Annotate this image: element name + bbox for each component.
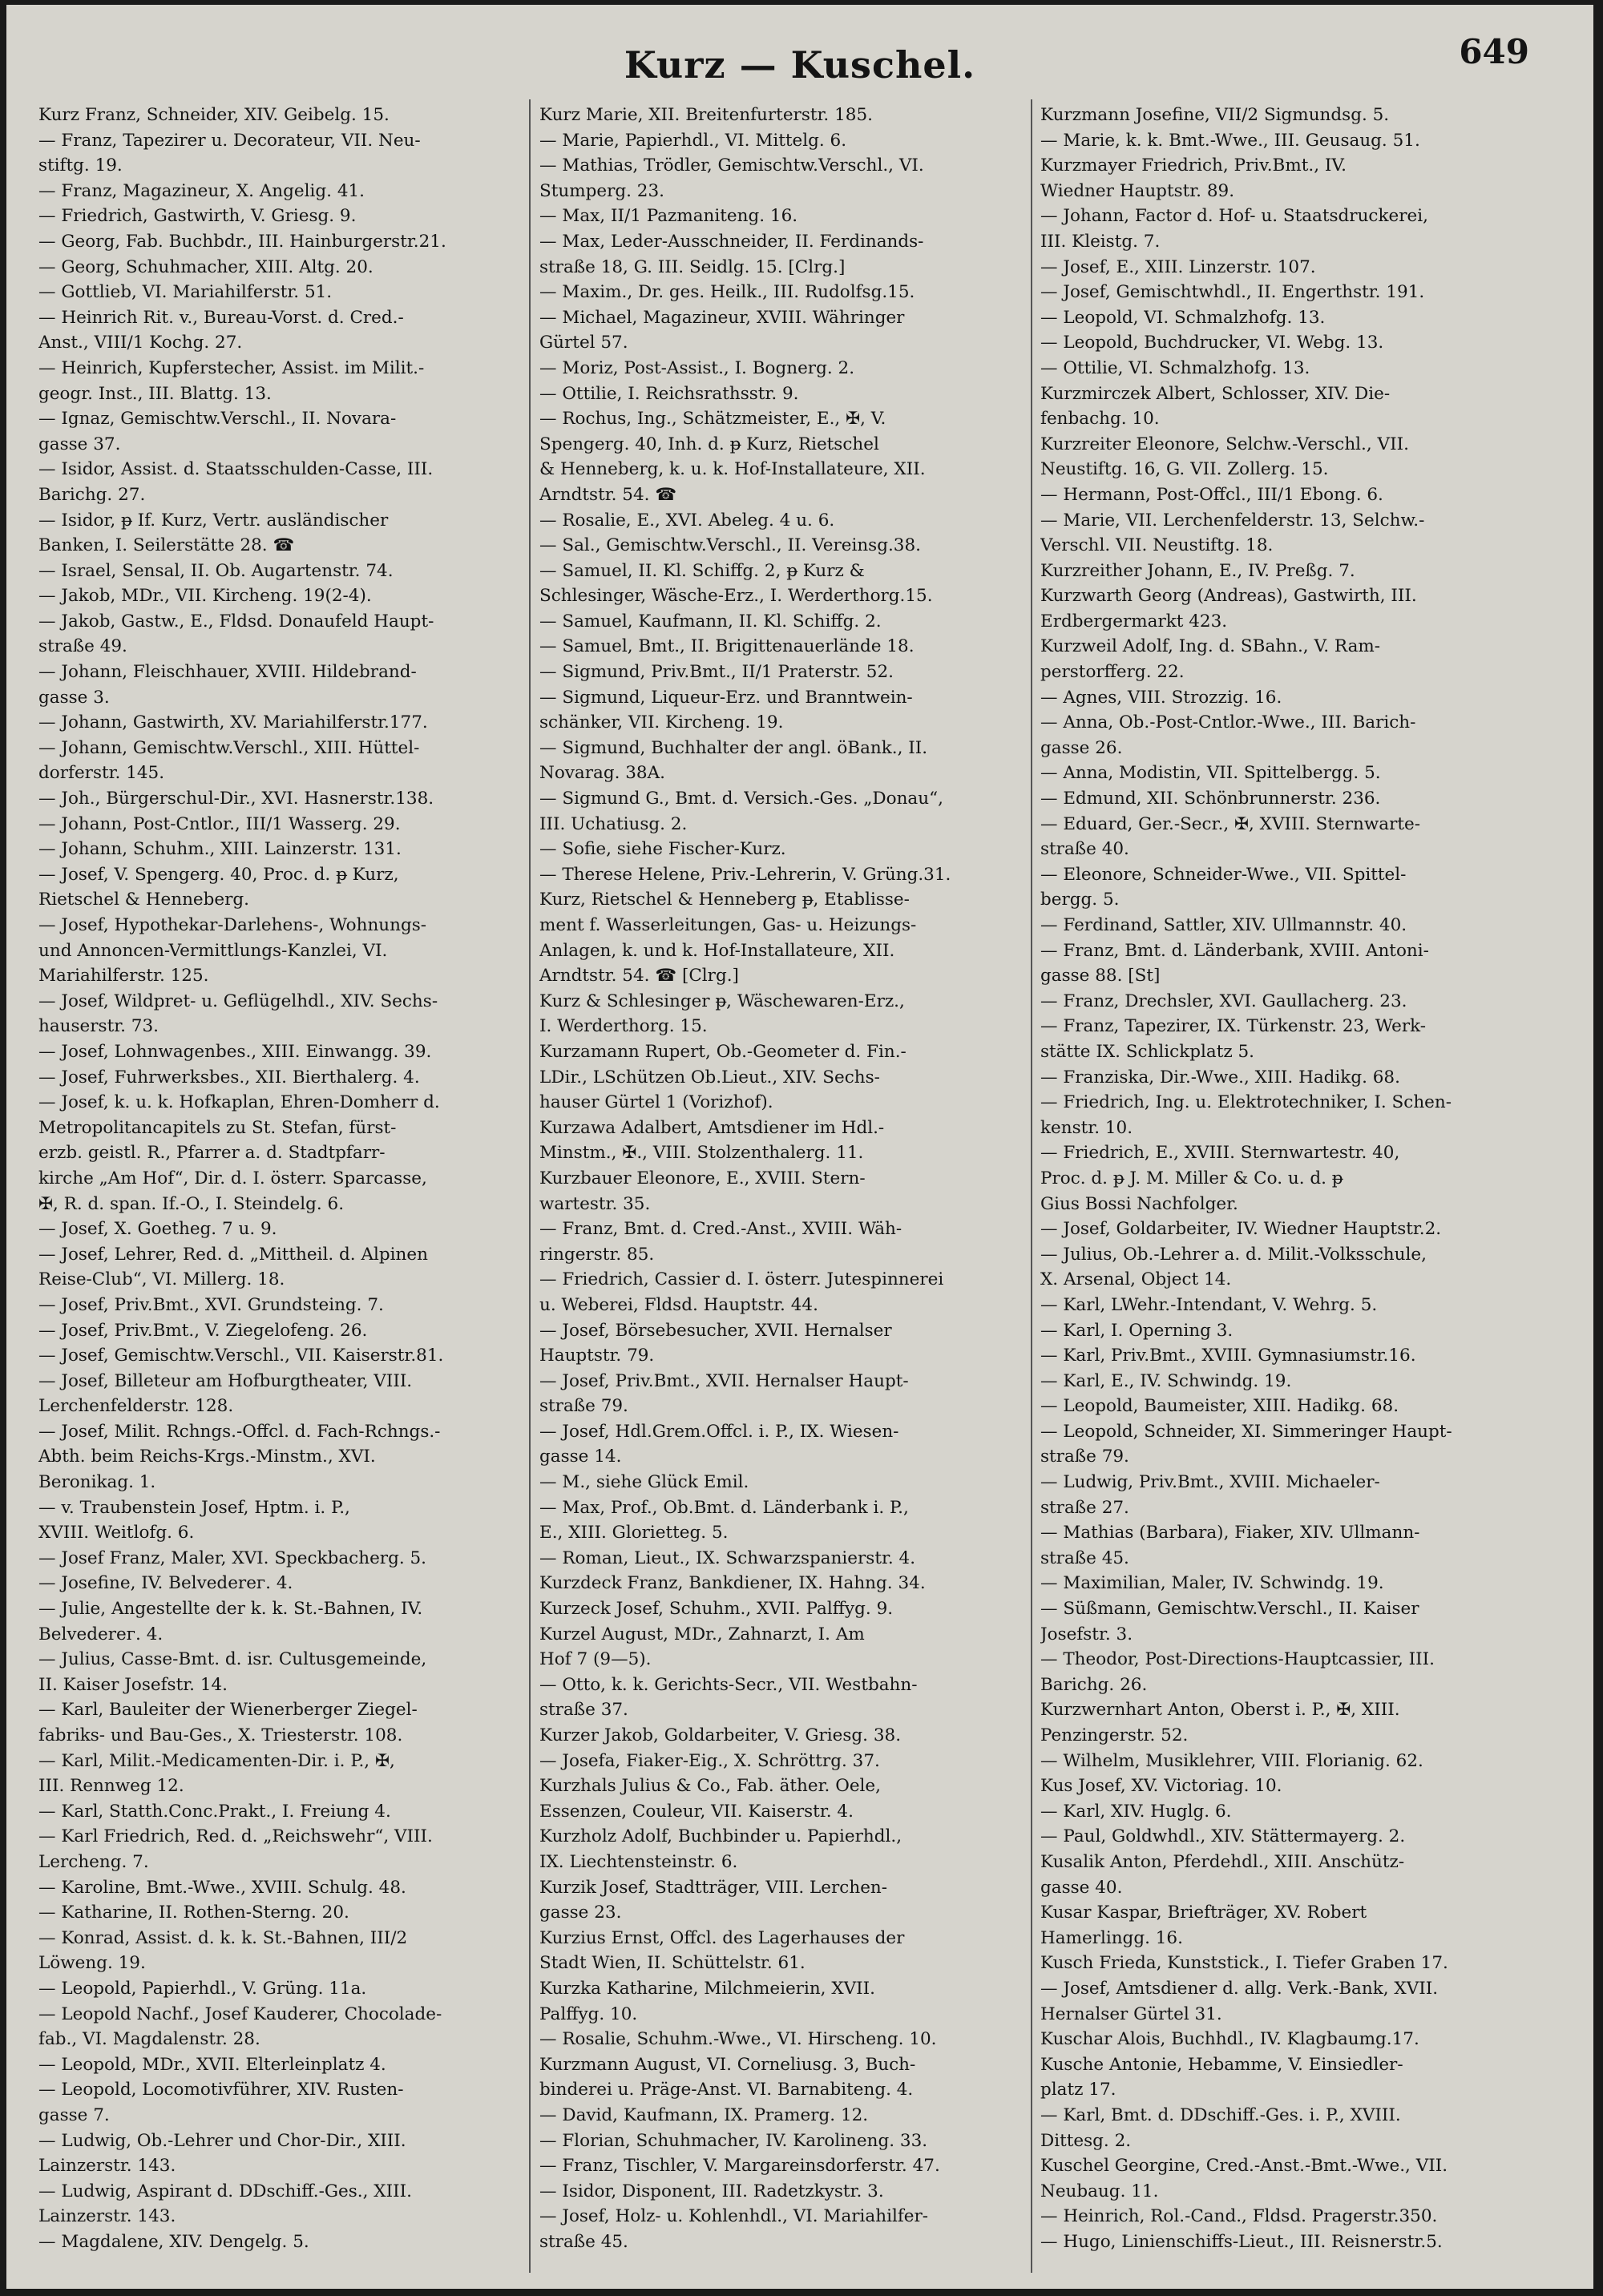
directory-entry-line: Hof 7 (9—5). [539,1649,652,1670]
directory-entry-line: Rietschel & Henneberg. [38,890,250,910]
directory-entry-line: — Josef, Börsebesucher, XVII. Hernalser [539,1320,892,1341]
directory-entry-line: Lainzerstr. 143. [38,2156,176,2177]
directory-entry-line: — Sigmund, Buchhalter der angl. öBank., II. [539,737,928,758]
directory-entry-line: — Samuel, Kaufmann, II. Kl. Schiffg. 2. [539,611,882,632]
directory-entry-line: — Friedrich, E., XVIII. Sternwartestr. 40, [1040,1143,1400,1164]
directory-entry-line: — Josef, k. u. k. Hofkaplan, Ehren-Domherr d. [38,1092,440,1113]
directory-entry-line: — Karl, LWehr.-Intendant, V. Wehrg. 5. [1040,1294,1378,1315]
directory-entry-line: Kuschar Alois, Buchhdl., IV. Klagbaumg.17. [1040,2029,1419,2050]
directory-entry-line: — Leopold, VI. Schmalzhofg. 13. [1040,307,1326,328]
directory-entry-line: & Henneberg, k. u. k. Hof-Installateure, XII. [539,459,926,480]
column-divider [1031,99,1032,2273]
directory-entry-line: Hernalser Gürtel 31. [1040,2003,1222,2024]
directory-entry-line: — Johann, Gemischtw.Verschl., XIII. Hüttel- [38,737,420,758]
directory-entry-line: perstorfferg. 22. [1040,662,1185,683]
directory-entry-line: Stumperg. 23. [539,180,664,201]
directory-entry-line: — Anna, Modistin, VII. Spittelbergg. 5. [1040,763,1381,784]
directory-entry-line: — Süßmann, Gemischtw.Verschl., II. Kaiser [1040,1599,1419,1620]
directory-entry-line: stiftg. 19. [38,155,123,176]
page-title: Kurz — Kuschel. [624,43,976,87]
directory-entry-line: Kurzel August, MDr., Zahnarzt, I. Am [539,1624,865,1644]
directory-entry-line: — Karl, Bmt. d. DDschiff.-Ges. i. P., XVIII. [1040,2104,1401,2125]
directory-entry-line: — Leopold, Papierhdl., V. Grüng. 11a. [38,1978,367,1999]
directory-entry-line: — Karl, Statth.Conc.Prakt., I. Freiung 4. [38,1801,391,1822]
directory-entry-line: — Julius, Casse-Bmt. d. isr. Cultusgemeinde, [38,1649,427,1670]
directory-entry-line: III. Kleistg. 7. [1040,231,1161,252]
directory-entry-line: Essenzen, Couleur, VII. Kaiserstr. 4. [539,1801,854,1822]
directory-entry-line: — Franz, Bmt. d. Länderbank, XVIII. Antoni- [1040,940,1429,961]
directory-entry-line: — Florian, Schuhmacher, IV. Karolineng. 33. [539,2130,928,2151]
directory-entry-line: Arndtstr. 54. ☎ [Clrg.] [539,966,739,987]
directory-entry-line: Neubaug. 11. [1040,2181,1159,2201]
directory-entry-line: X. Arsenal, Object 14. [1040,1269,1232,1290]
directory-entry-line: Hauptstr. 79. [539,1346,655,1366]
directory-entry-line: stätte IX. Schlickplatz 5. [1040,1041,1255,1062]
directory-entry-line: Banken, I. Seilerstätte 28. ☎ [38,535,295,556]
directory-entry-line: bergg. 5. [1040,890,1120,910]
directory-entry-line: Dittesg. 2. [1040,2130,1132,2151]
directory-entry-line: Gürtel 57. [539,333,628,353]
directory-entry-line: — Heinrich, Rol.-Cand., Fldsd. Pragerstr.350. [1040,2206,1438,2227]
directory-entry-line: gasse 23. [539,1903,622,1923]
directory-entry-line: — Maximilian, Maler, IV. Schwindg. 19. [1040,1573,1384,1594]
directory-entry-line: — Mathias (Barbara), Fiaker, XIV. Ullmann- [1040,1523,1420,1543]
directory-entry-line: — Isidor, ᵽ If. Kurz, Vertr. ausländischer [38,510,389,531]
directory-entry-line: III. Rennweg 12. [38,1776,184,1797]
directory-entry-line: Palffyg. 10. [539,2003,638,2024]
directory-entry-line: — Georg, Schuhmacher, XIII. Altg. 20. [38,256,373,277]
directory-entry-line: — Anna, Ob.-Post-Cntlor.-Wwe., III. Barich- [1040,712,1416,733]
directory-entry-line: — Josef, Milit. Rchngs.-Offcl. d. Fach-Rchngs.- [38,1421,441,1442]
directory-entry-line: Hamerlingg. 16. [1040,1927,1183,1948]
directory-entry-line: Kusar Kaspar, Briefträger, XV. Robert [1040,1903,1367,1923]
directory-entry-line: Mariahilferstr. 125. [38,966,209,987]
directory-entry-line: — Jakob, MDr., VII. Kircheng. 19(2-4). [38,586,372,607]
directory-entry-line: und Annoncen-Vermittlungs-Kanzlei, VI. [38,940,388,961]
directory-entry-line: straße 49. [38,636,127,657]
directory-entry-line: Lerchenfelderstr. 128. [38,1396,234,1417]
directory-entry-line: Kurzdeck Franz, Bankdiener, IX. Hahng. 34. [539,1573,926,1594]
directory-entry-line: — Wilhelm, Musiklehrer, VIII. Florianig. 62. [1040,1750,1423,1771]
directory-entry-line: Kurzreiter Eleonore, Selchw.-Verschl., VII. [1040,434,1409,454]
directory-entry-line: Kurzwarth Georg (Andreas), Gastwirth, III. [1040,586,1417,607]
directory-entry-line: — Franz, Tapezirer, IX. Türkenstr. 23, Werk- [1040,1016,1427,1037]
directory-entry-line: — Josef, Gemischtw.Verschl., VII. Kaiserstr.81. [38,1346,444,1366]
directory-entry-line: — Marie, VII. Lerchenfelderstr. 13, Selchw.- [1040,510,1425,531]
directory-entry-line: — Rosalie, Schuhm.-Wwe., VI. Hirscheng. 10. [539,2029,937,2050]
directory-entry-line: wartestr. 35. [539,1193,651,1214]
directory-entry-line: Kurzius Ernst, Offcl. des Lagerhauses der [539,1927,905,1948]
directory-entry-line: — Roman, Lieut., IX. Schwarzspanierstr. 4. [539,1547,916,1568]
directory-entry-line: — Ottilie, VI. Schmalzhofg. 13. [1040,357,1310,378]
directory-entry-line: — Samuel, II. Kl. Schiffg. 2, ᵽ Kurz & [539,560,865,581]
directory-entry-line: — Eleonore, Schneider-Wwe., VII. Spittel- [1040,864,1407,885]
directory-entry-line: — Leopold, Locomotivführer, XIV. Rusten- [38,2080,404,2100]
directory-entry-line: — Sofie, siehe Fischer-Kurz. [539,839,786,860]
directory-entry-line: gasse 7. [38,2104,110,2125]
directory-entry-line: — Josef, V. Spengerg. 40, Proc. d. ᵽ Kurz, [38,864,399,885]
directory-entry-line: fabriks- und Bau-Ges., X. Triesterstr. 108. [38,1725,403,1745]
directory-entry-line: gasse 37. [38,434,121,454]
directory-entry-line: straße 79. [1040,1447,1129,1467]
directory-entry-line: — M., siehe Glück Emil. [539,1472,749,1493]
directory-entry-line: III. Uchatiusg. 2. [539,813,688,834]
directory-entry-line: Josefstr. 3. [1040,1624,1133,1644]
directory-entry-line: schänker, VII. Kircheng. 19. [539,712,784,733]
directory-entry-line: Kusalik Anton, Pferdehdl., XIII. Anschütz- [1040,1851,1405,1872]
directory-entry-line: Belvederег. 4. [38,1624,164,1644]
directory-entry-line: — Gottlieb, VI. Mariahilferstr. 51. [38,282,333,303]
directory-entry-line: Kurzeck Josef, Schuhm., XVII. Palffyg. 9. [539,1599,894,1620]
directory-entry-line: gasse 3. [38,687,110,708]
directory-entry-line: — Karl, Milit.-Medicamenten-Dir. i. P., ✠, [38,1750,395,1771]
directory-entry-line: Spengerg. 40, Inh. d. ᵽ Kurz, Rietschel [539,434,879,454]
directory-entry-line: Reise-Club“, VI. Millerg. 18. [38,1269,285,1290]
directory-entry-line: ment f. Wasserleitungen, Gas- u. Heizungs- [539,915,917,935]
directory-entry-line: — Franz, Tischler, V. Margareinsdorferstr. 47. [539,2156,940,2177]
directory-entry-line: — v. Traubenstein Josef, Hptm. i. P., [38,1497,350,1518]
directory-entry-line: II. Kaiser Josefstr. 14. [38,1674,228,1695]
directory-entry-line: — Paul, Goldwhdl., XIV. Stättermayerg. 2. [1040,1826,1406,1847]
directory-entry-line: — Mathias, Trödler, Gemischtw.Verschl., VI. [539,155,924,176]
directory-entry-line: Beronikag. 1. [38,1472,156,1493]
directory-entry-line: — Konrad, Assist. d. k. k. St.-Bahnen, III/2 [38,1927,408,1948]
directory-entry-line: — Isidor, Assist. d. Staatsschulden-Casse, III. [38,459,434,480]
directory-entry-line: Kurzhals Julius & Co., Fab. äther. Oele, [539,1776,881,1797]
directory-entry-line: ringerstr. 85. [539,1244,655,1265]
page-number: 649 [1459,32,1529,71]
directory-entry-line: — Jakob, Gastw., E., Fldsd. Donaufeld Haupt- [38,611,434,632]
directory-entry-line: — Theodor, Post-Directions-Hauptcassier, III. [1040,1649,1435,1670]
directory-entry-line: u. Weberei, Fldsd. Hauptstr. 44. [539,1294,818,1315]
directory-entry-line: — Josef, Wildpret- u. Geflügelhdl., XIV. Sechs- [38,991,438,1011]
directory-entry-line: — Max, II/1 Pazmaniteng. 16. [539,206,798,227]
directory-entry-line: Wiedner Hauptstr. 89. [1040,180,1235,201]
directory-entry-line: Kurzawa Adalbert, Amtsdiener im Hdl.- [539,1117,885,1138]
directory-entry-line: Kurzmann Josefine, VII/2 Sigmundsg. 5. [1040,105,1390,125]
directory-entry-line: Verschl. VII. Neustiftg. 18. [1040,535,1274,556]
directory-entry-line: gasse 40. [1040,1877,1123,1898]
directory-entry-line: — Leopold, Buchdrucker, VI. Webg. 13. [1040,333,1384,353]
directory-entry-line: — Josef, Hypothekar-Darlehens-, Wohnungs- [38,915,427,935]
directory-entry-line: — Ottilie, I. Reichsrathsstr. 9. [539,383,799,404]
directory-entry-line: — Josef, Hdl.Grem.Offcl. i. P., IX. Wiesen- [539,1421,899,1442]
directory-entry-line: dorferstr. 145. [38,763,165,784]
directory-entry-line: Kurzer Jakob, Goldarbeiter, V. Griesg. 38. [539,1725,902,1745]
directory-column-2 [539,103,1028,2254]
directory-entry-line: — Julius, Ob.-Lehrer a. d. Milit.-Volksschule, [1040,1244,1427,1265]
directory-entry-line: — Eduard, Ger.-Secr., ✠, XVIII. Sternwarte- [1040,813,1420,834]
directory-entry-line: geogr. Inst., III. Blattg. 13. [38,383,272,404]
directory-entry-line: — Josef, Lohnwagenbes., XIII. Einwangg. 39. [38,1041,432,1062]
directory-entry-line: fab., VI. Magdalenstr. 28. [38,2029,260,2050]
directory-entry-line: — Sigmund G., Bmt. d. Versich.-Ges. „Donau“, [539,789,943,809]
directory-entry-line: Barichg. 27. [38,484,146,505]
directory-entry-line: — Karl, XIV. Huglg. 6. [1040,1801,1232,1822]
directory-entry-line: — David, Kaufmann, IX. Pramerg. 12. [539,2104,869,2125]
directory-entry-line: Kurz Franz, Schneider, XIV. Geibelg. 15. [38,105,390,125]
directory-entry-line: — Franz, Magazineur, X. Angelig. 41. [38,180,365,201]
directory-entry-line: — Rosalie, E., XVI. Abeleg. 4 u. 6. [539,510,835,531]
directory-column-3 [1040,103,1553,2254]
directory-entry-line: — Josef, Fuhrwerksbes., XII. Bierthalerg. 4. [38,1067,420,1087]
directory-entry-line: — Josef, Billeteur am Hofburgtheater, VIII. [38,1370,413,1391]
directory-entry-line: — Friedrich, Gastwirth, V. Griesg. 9. [38,206,357,227]
directory-entry-line: Kurzweil Adolf, Ing. d. SBahn., V. Ram- [1040,636,1381,657]
directory-entry-line: — Otto, k. k. Gerichts-Secr., VII. Westbahn- [539,1674,918,1695]
directory-entry-line: — Karl, Priv.Bmt., XVIII. Gymnasiumstr.16. [1040,1346,1416,1366]
directory-entry-line: Anlagen, k. und k. Hof-Installateure, XII. [539,940,895,961]
directory-entry-line: — Leopold, MDr., XVII. Elterleinplatz 4. [38,2054,386,2075]
directory-entry-line: Lercheng. 7. [38,1851,149,1872]
directory-entry-line: — Rochus, Ing., Schätzmeister, E., ✠, V. [539,409,886,430]
directory-entry-line: erzb. geistl. R., Pfarrer a. d. Stadtpfarr- [38,1143,386,1164]
directory-entry-line: — Max, Leder-Ausschneider, II. Ferdinands- [539,231,924,252]
directory-entry-line: — Josef, Lehrer, Red. d. „Mittheil. d. Alpinen [38,1244,428,1265]
directory-entry-line: Kurzamann Rupert, Ob.-Geometer d. Fin.- [539,1041,906,1062]
directory-entry-line: Kurz Marie, XII. Breitenfurterstr. 185. [539,105,873,125]
directory-entry-line: XVIII. Weitlofg. 6. [38,1523,195,1543]
directory-entry-line: Gius Bossi Nachfolger. [1040,1193,1238,1214]
directory-entry-line: Proc. d. ᵽ J. M. Miller & Co. u. d. ᵽ [1040,1168,1343,1188]
directory-entry-line: — Hugo, Linienschiffs-Lieut., III. Reisnerstr.5. [1040,2231,1443,2252]
directory-entry-line: — Katharine, II. Rothen-Sterng. 20. [38,1903,349,1923]
directory-entry-line: Metropolitancapitels zu St. Stefan, fürst- [38,1117,397,1138]
directory-entry-line: — Ferdinand, Sattler, XIV. Ullmannstr. 40. [1040,915,1407,935]
directory-entry-line: kenstr. 10. [1040,1117,1133,1138]
directory-entry-line: hauser Gürtel 1 (Vorizhof). [539,1092,773,1113]
directory-entry-line: gasse 88. [St] [1040,966,1161,987]
directory-entry-line: straße 27. [1040,1497,1129,1518]
directory-entry-line: Stadt Wien, II. Schüttelstr. 61. [539,1953,806,1974]
directory-entry-line: — Karoline, Bmt.-Wwe., XVIII. Schulg. 48. [38,1877,406,1898]
directory-entry-line: — Max, Prof., Ob.Bmt. d. Länderbank i. P., [539,1497,909,1518]
directory-entry-line: — Samuel, Bmt., II. Brigittenauerlände 18. [539,636,915,657]
directory-entry-line: — Josef, Priv.Bmt., XVI. Grundsteing. 7. [38,1294,384,1315]
directory-entry-line: — Franz, Tapezirer u. Decorateur, VII. Neu- [38,130,421,151]
directory-entry-line: fenbachg. 10. [1040,409,1160,430]
directory-entry-line: Kurz & Schlesinger ᵽ, Wäschewaren-Erz., [539,991,905,1011]
directory-entry-line: — Joh., Bürgerschul-Dir., XVI. Hasnerstr.138. [38,789,434,809]
directory-entry-line: Löweng. 19. [38,1953,146,1974]
directory-entry-line: — Josef, Amtsdiener d. allg. Verk.-Bank, XVII. [1040,1978,1439,1999]
directory-entry-line: straße 45. [1040,1547,1129,1568]
directory-entry-line: straße 18, G. III. Seidlg. 15. [Clrg.] [539,256,846,277]
directory-entry-line: Kurzmirczek Albert, Schlosser, XIV. Die- [1040,383,1391,404]
directory-entry-line: gasse 26. [1040,737,1123,758]
directory-entry-line: — Maxim., Dr. ges. Heilk., III. Rudolfsg.15. [539,282,915,303]
directory-entry-line: Kurzmann August, VI. Corneliusg. 3, Buch- [539,2054,916,2075]
directory-entry-line: — Franz, Drechsler, XVI. Gaullacherg. 23. [1040,991,1407,1011]
directory-entry-line: platz 17. [1040,2080,1116,2100]
directory-entry-line: — Therese Helene, Priv.-Lehrerin, V. Grüng.31. [539,864,951,885]
directory-entry-line: Kurz, Rietschel & Henneberg ᵽ, Etablisse- [539,890,910,910]
directory-entry-line: — Josefine, IV. Belvederег. 4. [38,1573,293,1594]
directory-entry-line: — Josefa, Fiaker-Eig., X. Schröttrg. 37. [539,1750,880,1771]
directory-entry-line: — Israel, Sensal, II. Ob. Augartenstr. 74. [38,560,394,581]
directory-entry-line: — Agnes, VIII. Strozzig. 16. [1040,687,1282,708]
directory-entry-line: — Sigmund, Liqueur-Erz. und Branntwein- [539,687,913,708]
directory-entry-line: — Isidor, Disponent, III. Radetzkystr. 3. [539,2181,884,2201]
directory-entry-line: — Franziska, Dir.-Wwe., XIII. Hadikg. 68. [1040,1067,1400,1087]
directory-entry-line: — Magdalene, XIV. Dengelg. 5. [38,2231,309,2252]
directory-entry-line: — Leopold, Baumeister, XIII. Hadikg. 68. [1040,1396,1399,1417]
directory-entry-line: — Hermann, Post-Offcl., III/1 Ebong. 6. [1040,484,1383,505]
directory-entry-line: — Ludwig, Priv.Bmt., XVIII. Michaeler- [1040,1472,1380,1493]
directory-entry-line: — Josef, X. Goetheg. 7 u. 9. [38,1219,277,1240]
directory-entry-line: — Sal., Gemischtw.Verschl., II. Vereinsg.38. [539,535,922,556]
directory-entry-line: Penzingerstr. 52. [1040,1725,1189,1745]
directory-entry-line: — Moriz, Post-Assist., I. Bognerg. 2. [539,357,855,378]
directory-entry-line: IX. Liechtensteinstr. 6. [539,1851,738,1872]
directory-entry-line: — Sigmund, Priv.Bmt., II/1 Praterstr. 52. [539,662,894,683]
directory-entry-line: — Leopold Nachf., Josef Kauderer, Chocolade- [38,2003,442,2024]
directory-entry-line: — Heinrich, Kupferstecher, Assist. im Milit.- [38,357,425,378]
directory-entry-line: straße 37. [539,1700,628,1721]
directory-entry-line: Lainzerstr. 143. [38,2206,176,2227]
directory-entry-line: — Johann, Post-Cntlor., III/1 Wasserg. 29. [38,813,401,834]
directory-entry-line: ✠, R. d. span. If.-O., I. Steindelg. 6. [38,1193,345,1214]
directory-entry-line: — Josef, Goldarbeiter, IV. Wiedner Hauptstr.2. [1040,1219,1442,1240]
directory-entry-line: Minstm., ✠., VIII. Stolzenthalerg. 11. [539,1143,864,1164]
directory-entry-line: Kurzik Josef, Stadtträger, VIII. Lerchen- [539,1877,888,1898]
directory-entry-line: Kurzreither Johann, E., IV. Preßg. 7. [1040,560,1355,581]
directory-entry-line: I. Werderthorg. 15. [539,1016,708,1037]
directory-entry-line: — Karl, I. Operning 3. [1040,1320,1234,1341]
directory-entry-line: Kurzbauer Eleonore, E., XVIII. Stern- [539,1168,866,1188]
directory-entry-line: — Friedrich, Cassier d. I. österr. Jutespinnerei [539,1269,944,1290]
directory-column-1 [38,103,527,2254]
directory-entry-line: — Ludwig, Ob.-Lehrer und Chor-Dir., XIII. [38,2130,406,2151]
directory-entry-line: Erdbergermarkt 423. [1040,611,1228,632]
directory-entry-line: — Julie, Angestellte der k. k. St.-Bahnen, IV. [38,1599,423,1620]
directory-entry-line: — Johann, Schuhm., XIII. Lainzerstr. 131. [38,839,402,860]
directory-entry-line: — Karl, E., IV. Schwindg. 19. [1040,1370,1292,1391]
directory-entry-line: — Johann, Gastwirth, XV. Mariahilferstr.177. [38,712,428,733]
directory-entry-line: — Michael, Magazineur, XVIII. Währinger [539,307,905,328]
directory-entry-line: Kus Josef, XV. Victoriag. 10. [1040,1776,1282,1797]
directory-entry-line: LDir., LSchützen Ob.Lieut., XIV. Sechs- [539,1067,880,1087]
directory-entry-line: — Josef, Gemischtwhdl., II. Engerthstr. 191. [1040,282,1425,303]
directory-entry-line: straße 45. [539,2231,628,2252]
directory-entry-line: — Friedrich, Ing. u. Elektrotechniker, I. Schen- [1040,1092,1452,1113]
directory-entry-line: Kusch Frieda, Kunststick., I. Tiefer Graben 17. [1040,1953,1448,1974]
directory-entry-line: — Josef, Holz- u. Kohlenhdl., VI. Mariahilfer- [539,2206,929,2227]
directory-entry-line: Novarag. 38A. [539,763,665,784]
directory-entry-line: straße 40. [1040,839,1129,860]
directory-entry-line: hauserstr. 73. [38,1016,159,1037]
directory-entry-line: — Johann, Fleischhauer, XVIII. Hildebrand- [38,662,417,683]
directory-entry-line: Kusche Antonie, Hebamme, V. Einsiedler- [1040,2054,1403,2075]
directory-entry-line: — Heinrich Rit. v., Bureau-Vorst. d. Cred.- [38,307,404,328]
directory-entry-line: — Franz, Bmt. d. Cred.-Anst., XVIII. Wäh- [539,1219,902,1240]
directory-entry-line: Kurzwernhart Anton, Oberst i. P., ✠, XIII. [1040,1700,1400,1721]
directory-entry-line: — Karl Friedrich, Red. d. „Reichswehr“, VIII. [38,1826,433,1847]
directory-entry-line: Kuschel Georgine, Cred.-Anst.-Bmt.-Wwe., VII. [1040,2156,1448,2177]
directory-entry-line: — Josef, Priv.Bmt., XVII. Hernalser Haupt- [539,1370,909,1391]
directory-entry-line: — Edmund, XII. Schönbrunnerstr. 236. [1040,789,1381,809]
directory-entry-line: Abth. beim Reichs-Krgs.-Minstm., XVI. [38,1447,376,1467]
directory-entry-line: gasse 14. [539,1447,622,1467]
directory-entry-line: Arndtstr. 54. ☎ [539,484,677,505]
directory-entry-line: Anst., VIII/1 Kochg. 27. [38,333,243,353]
directory-entry-line: — Josef, Priv.Bmt., V. Ziegelofeng. 26. [38,1320,368,1341]
directory-entry-line: kirche „Am Hof“, Dir. d. I. österr. Sparcasse, [38,1168,427,1188]
directory-entry-line: straße 79. [539,1396,628,1417]
directory-entry-line: — Georg, Fab. Buchbdr., III. Hainburgerstr.21. [38,231,446,252]
directory-page [6,5,1593,2289]
directory-entry-line: — Karl, Bauleiter der Wienerberger Ziegel- [38,1700,418,1721]
directory-entry-line: Kurzka Katharine, Milchmeierin, XVII. [539,1978,875,1999]
directory-entry-line: — Marie, Papierhdl., VI. Mittelg. 6. [539,130,847,151]
directory-entry-line: E., XIII. Glorietteg. 5. [539,1523,729,1543]
directory-entry-line: — Josef, E., XIII. Linzerstr. 107. [1040,256,1316,277]
directory-entry-line: Kurzholz Adolf, Buchbinder u. Papierhdl., [539,1826,902,1847]
directory-entry-line: — Josef Franz, Maler, XVI. Speckbacherg. 5. [38,1547,427,1568]
directory-entry-line: — Marie, k. k. Bmt.-Wwe., III. Geusaug. 51. [1040,130,1420,151]
directory-entry-line: — Ludwig, Aspirant d. DDschiff.-Ges., XIII. [38,2181,412,2201]
directory-entry-line: — Ignaz, Gemischtw.Verschl., II. Novara- [38,409,397,430]
directory-entry-line: Barichg. 26. [1040,1674,1148,1695]
directory-entry-line: Neustiftg. 16, G. VII. Zollerg. 15. [1040,459,1329,480]
column-divider [529,99,531,2273]
directory-entry-line: Kurzmayer Friedrich, Priv.Bmt., IV. [1040,155,1347,176]
directory-entry-line: — Leopold, Schneider, XI. Simmeringer Haupt- [1040,1421,1452,1442]
directory-entry-line: — Johann, Factor d. Hof- u. Staatsdruckerei, [1040,206,1428,227]
directory-entry-line: binderei u. Präge-Anst. VI. Barnabiteng. 4. [539,2080,914,2100]
directory-entry-line: Schlesinger, Wäsche-Erz., I. Werderthorg.15. [539,586,933,607]
